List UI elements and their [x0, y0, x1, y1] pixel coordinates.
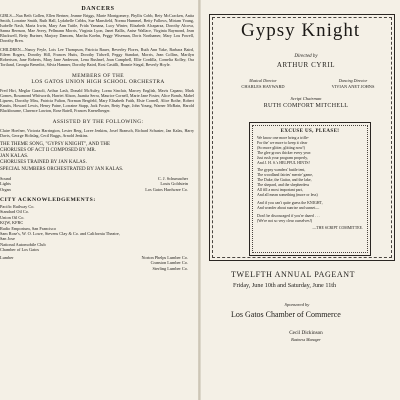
notice-line: All fill a most important part, [257, 188, 303, 193]
credit-name: Louis Goldstein [160, 181, 188, 187]
ack-name: San Jose [0, 236, 15, 242]
notice-signature: —THE SCRIPT COMMITTEE. [312, 225, 363, 230]
dancers-children-list: CHILDREN—Nancy Feyle, Lois Lee Thompson, Patricia Bauer, Beverley Flores, Ruth Ann Yake, Barbara Baird, Eileen Rogers, Dorothy Hill, Frances Hutts, Dorothy Tidwell, Peggy Standart, Morris, Jean Collins, Marilyn Robertson, Jane Roberts, Mary Jane Anderson, Lena Bushnel, Joan Campbell, Ellie Cordilla, Cornelia Kolley, Ora Tortland, Georgia Benedict, Silvia Hamner, Dorothy Baird, Rosi Castilli, Bonnie Stegal, Beverly Hoyle. [0, 46, 194, 67]
notice-line: (So more glitter, glitting now!) [257, 145, 305, 150]
music-director-label: Musical Director [249, 78, 277, 83]
lumber-credits [0, 255, 196, 271]
notice-line: The woodland fairies' merrie' game, [257, 173, 313, 178]
left-page-content [0, 2, 196, 271]
notice-line: The Duke, the Guitar, and the lake, [257, 178, 312, 183]
notice-line: And wonder about sunrise and sunset— [257, 205, 320, 210]
notice-line: (We're not so very clear ourselves!) [257, 218, 313, 223]
theme-line: JAN KALAS. [0, 154, 29, 160]
director-name: ARTHUR CYRIL [276, 61, 336, 69]
notice-line: The shepard, and the shepherdess [257, 183, 310, 188]
notice-line: And if you can't quite guess the KNIGHT, [257, 200, 323, 205]
script-chairman-label: Script Chairman [290, 96, 322, 101]
dance-director-label: Dancing Director [338, 78, 368, 83]
notice-title: EXCUSE US, PLEASE! [280, 129, 340, 134]
credit-name: Los Gatos Hardware Co. [145, 186, 188, 192]
ack-name: Pacific Railway Co. [0, 204, 35, 210]
ack-name: National Automobile Club [0, 241, 46, 247]
notice-line: We know one more bring a trifle- [257, 136, 309, 140]
sponsored-by-label: Sponsored by [284, 302, 310, 307]
credit-role: Organ [0, 186, 11, 192]
excuse-us-notice [249, 122, 371, 256]
ack-name: Sam Rose's, W. O. Lowe, Stevens Clay & Co. and California Theatre, [0, 231, 120, 237]
notice-line: Don't be discouraged if you're dazed . . . [257, 213, 320, 218]
notice-line: The glee grows thicker every year: [257, 150, 312, 155]
acknowledgements-heading: CITY ACKNOWLEDGEMENTS: [0, 197, 96, 204]
business-manager-name: Cecil Dickinson [289, 330, 323, 336]
business-manager-title: Business Manager [291, 337, 321, 342]
notice-line: And J. H. S.'s HELPFUL HINTS! [257, 160, 310, 165]
program-title: Gypsy Knight [241, 20, 361, 41]
ack-name: Standard Oil Co. [0, 209, 30, 215]
credit-role: Lights [0, 181, 11, 187]
ack-row [0, 247, 196, 252]
assisted-list: Claire Hoefner, Victoria Harrington, Lester Berg, Loree Jenkins, Josef Bransch, Richard Schuster, Jan Kalas, Harry Davis, George Holtslag, Cecil Buggs, Arnold Jenkins. [0, 127, 194, 138]
credit-name: Cranston Lumber Co. [150, 260, 188, 266]
dance-director-name: VIVIAN ANET JOHNS [331, 84, 375, 89]
right-page [201, 0, 400, 400]
sponsor-name: Los Gatos Chamber of Commerce [231, 310, 341, 319]
dancers-girls-list: GIRLS—Naa Beth Gollen, Ellen Bertner, Jeanne Briggs, Marie Montgomery, Phyllis Cobb, Bety McCracken, Anita Smith, Lorraine Smith, Ruth Hall, Lydabelle Cribbs, Sue Mansfield, Norma Hummel, Betty Fallows, Miriam Young, Isabelle Nash, Maria Irwin, Mary Ann Tuttle, Frida Yamana, Lucy Winter, Elizabeth Alcaparza, Dorothy Alcova, Sanna Bernson, Mae Avery, Pellmann Morris, Virginia Lyon, Janet Ballis, Anise Wallace, Virginia Raymond, Jean Blackwell, Betty Burtner, Marjory Damons, Martha Koehn, Peggy Wiseman, Doris Northamer, Mary Lou Powell, Dorothy Bren. [0, 13, 194, 44]
notice-line: Just rush your program properly, [257, 155, 308, 160]
production-credits [0, 176, 196, 192]
notice-line: For the' we more to keep it clear [257, 140, 308, 145]
theme-line: SPECIAL NUMBERS ORCHESTRATED BY JAN KALAS. [0, 166, 124, 172]
theme-credits [0, 142, 196, 173]
theme-line: THE THEME SONG, "GYPSY KNIGHT", AND THE [0, 141, 111, 147]
credit-name: C. J. Schumacher [157, 175, 188, 181]
ack-name: Radio Emporium, San Francisco [0, 225, 57, 231]
ack-name: Chamber of Los Gatos [0, 247, 40, 253]
assisted-heading: ASSISTED BY THE FOLLOWING: [52, 119, 144, 126]
theme-line: CHORUSES TRAINED BY JAN KALAS. [0, 160, 87, 166]
credit-row [0, 266, 196, 271]
script-chairman-name: RUTH COMFORT MITCHELL [263, 103, 349, 109]
music-director-name: CHARLES HAYWARD [241, 84, 285, 89]
credit-name: Sterling Lumber Co. [152, 265, 188, 271]
dancers-heading: DANCERS [81, 6, 115, 12]
theme-line: CHORUSES OF ACT II COMPOSED BY MR. [0, 148, 96, 154]
notice-inner-frame [252, 125, 368, 253]
ack-name: Union Oil Co. [0, 214, 25, 220]
notice-line: The gypsy wanders' battle tent, [257, 168, 306, 173]
notice-line: And all mean something (more or less) [257, 192, 318, 197]
orchestra-heading: MEMBERS OF THE LOS GATOS UNION HIGH SCHOOL ORCHESTRA [31, 72, 165, 86]
pageant-heading: TWELFTH ANNUAL PAGEANT [231, 270, 356, 279]
ack-name: KQW, KFRC [0, 220, 24, 226]
pageant-dates: Friday, June 10th and Saturday, June 11th [233, 282, 337, 289]
credit-name: Norton Phelps Lumber Co. [141, 254, 188, 260]
left-page [0, 0, 198, 400]
credit-role: Lumber [0, 254, 14, 260]
acknowledgements-list [0, 204, 196, 253]
credit-role: Sound [0, 175, 11, 181]
orchestra-members-list: Fred Hirt, Meglar Gazzoli, Arthur Lash, Donald McAuley, Lorna Sinclair, Marcey English, Mavis Capano, Mark Gomes, Rosamond Whitworth, Harriet Alison, Juanita Serra, Maurice Cornell, Marie Jane Foster, Alice Bonds, Mabel Lipsens, Dorothy Miss, Patricia Fulton, Norman Bergfeld, Mary Elisabeth Faith, Elsie Cornell, Alice Rothe, Robert Knutts, Howard Lewis, Henry Paine, Lorraine Stapp, Jack Foster, Betty Page, John Young, Warner McBain, Harold Blackbourne, Clarence Lawton, Rose Batell, Frances Kneselberger. [0, 87, 194, 114]
directed-by-label: Directed by [294, 54, 318, 59]
credit-row [0, 187, 196, 192]
